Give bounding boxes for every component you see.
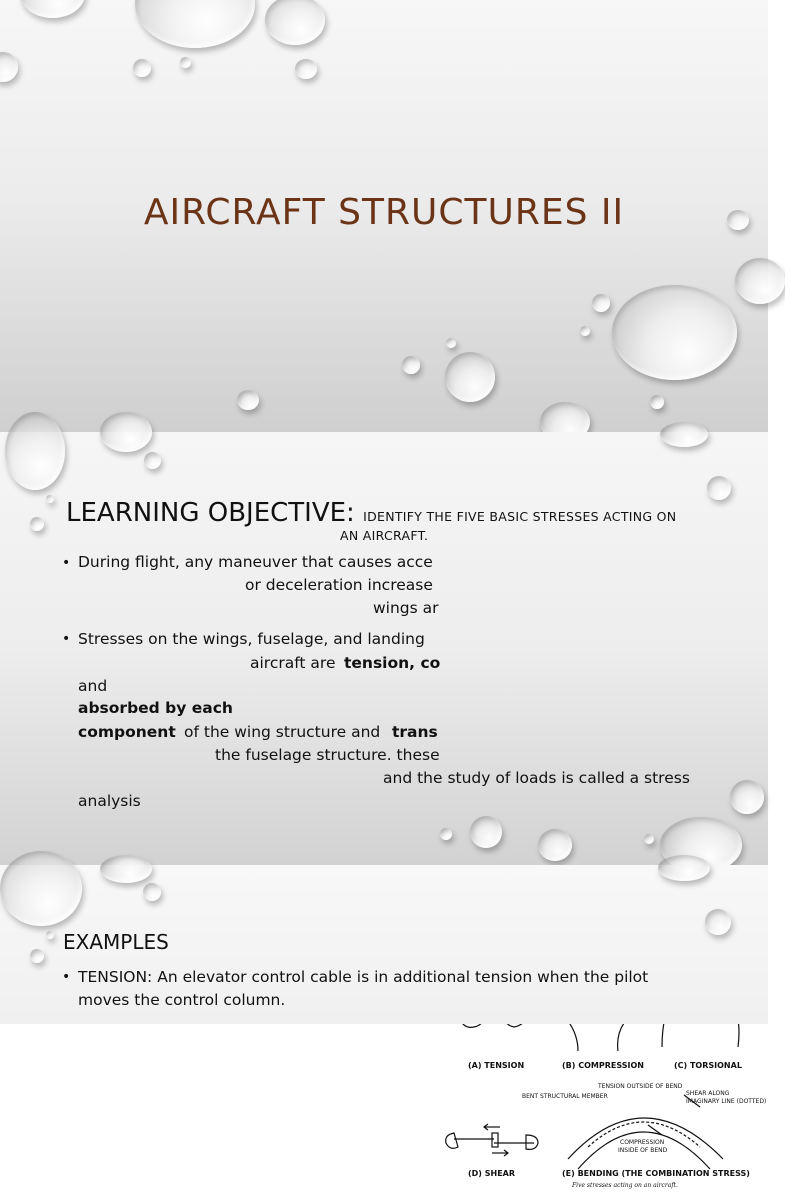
label-compression: (B) COMPRESSION	[562, 1061, 644, 1070]
bullet2-line1: Stresses on the wings, fuselage, and landing	[78, 630, 425, 648]
water-drop	[538, 829, 572, 861]
bullet-dot: •	[62, 555, 71, 571]
label-inside-of-bend: INSIDE OF BEND	[618, 1147, 668, 1154]
subheading-line1: IDENTIFY THE FIVE BASIC STRESSES ACTING ON	[363, 509, 677, 524]
water-drop	[295, 59, 317, 79]
label-tension: (A) TENSION	[468, 1061, 525, 1070]
subheading-line2: AN AIRCRAFT.	[340, 528, 429, 543]
water-drop	[730, 780, 764, 814]
water-drop	[100, 855, 152, 883]
water-drop	[5, 412, 65, 490]
examples-heading: EXAMPLES	[63, 930, 169, 954]
water-drop	[0, 52, 18, 82]
water-drop	[30, 949, 44, 963]
bullet2-line2a: aircraft are	[250, 654, 336, 672]
water-drop	[650, 395, 664, 409]
examples-bullet1-line1: TENSION: An elevator control cable is in additional tension when the pilot	[78, 968, 649, 986]
water-drop	[446, 338, 456, 348]
bullet2-line5b: of the wing structure and	[184, 723, 381, 741]
water-drop	[180, 57, 191, 68]
water-drop	[440, 828, 452, 840]
figure-caption: Five stresses acting on an aircraft.	[572, 1182, 678, 1189]
water-drop	[580, 326, 590, 336]
water-drop	[660, 422, 708, 447]
water-drop	[612, 285, 737, 380]
heading-text: LEARNING OBJECTIVE:	[66, 498, 355, 528]
water-drop	[265, 0, 325, 45]
water-drop	[144, 452, 161, 469]
bullet1-line1: During flight, any maneuver that causes acce	[78, 553, 433, 571]
bullet2-line7: and the study of loads is called a stress	[383, 769, 690, 787]
bullet2-line4: absorbed by each	[78, 699, 233, 717]
slide-title: AIRCRAFT STRUCTURES II	[143, 192, 625, 233]
label-imaginary-line: IMAGINARY LINE (DOTTED)	[686, 1098, 767, 1105]
label-torsional: (C) TORSIONAL	[674, 1061, 742, 1070]
bullet2-line6: the fuselage structure. these	[215, 746, 440, 764]
label-compression-inside: COMPRESSION	[620, 1139, 665, 1146]
bullet-dot: •	[62, 969, 71, 985]
water-drop	[143, 883, 161, 901]
bullet2-line8: analysis	[78, 792, 141, 810]
label-shear-along: SHEAR ALONG	[686, 1090, 730, 1097]
water-drop	[46, 495, 54, 503]
bullet1-line3: wings ar	[373, 599, 439, 617]
water-drop	[644, 834, 654, 844]
water-drop	[470, 816, 502, 848]
water-drop	[0, 851, 82, 926]
bullet-dot: •	[62, 631, 71, 647]
water-drop	[705, 909, 731, 935]
examples-bullet1-line2: moves the control column.	[78, 991, 286, 1009]
label-shear: (D) SHEAR	[468, 1169, 516, 1178]
bullet2-line3: and	[78, 677, 108, 695]
title-slide	[0, 0, 768, 432]
water-drop	[592, 294, 610, 312]
bullet1-line2: or deceleration increase	[245, 576, 433, 594]
water-drop	[445, 352, 495, 402]
bullet2-line5c: trans	[392, 723, 438, 741]
water-drop	[135, 0, 255, 48]
label-tension-outside: TENSION OUTSIDE OF BEND	[598, 1083, 683, 1090]
water-drop	[402, 356, 420, 374]
bullet2-line5a: component	[78, 723, 176, 741]
water-drop	[100, 412, 152, 452]
water-drop	[20, 0, 85, 18]
label-bending: (E) BENDING (THE COMBINATION STRESS)	[562, 1169, 750, 1178]
water-drop	[237, 390, 259, 410]
water-drop	[735, 258, 785, 304]
water-drop	[658, 855, 710, 881]
water-drop	[46, 931, 54, 939]
water-drop	[133, 59, 151, 77]
water-drop	[30, 517, 44, 531]
label-bent-member: BENT STRUCTURAL MEMBER	[522, 1093, 608, 1100]
bullet2-line2b: tension, co	[344, 654, 441, 672]
